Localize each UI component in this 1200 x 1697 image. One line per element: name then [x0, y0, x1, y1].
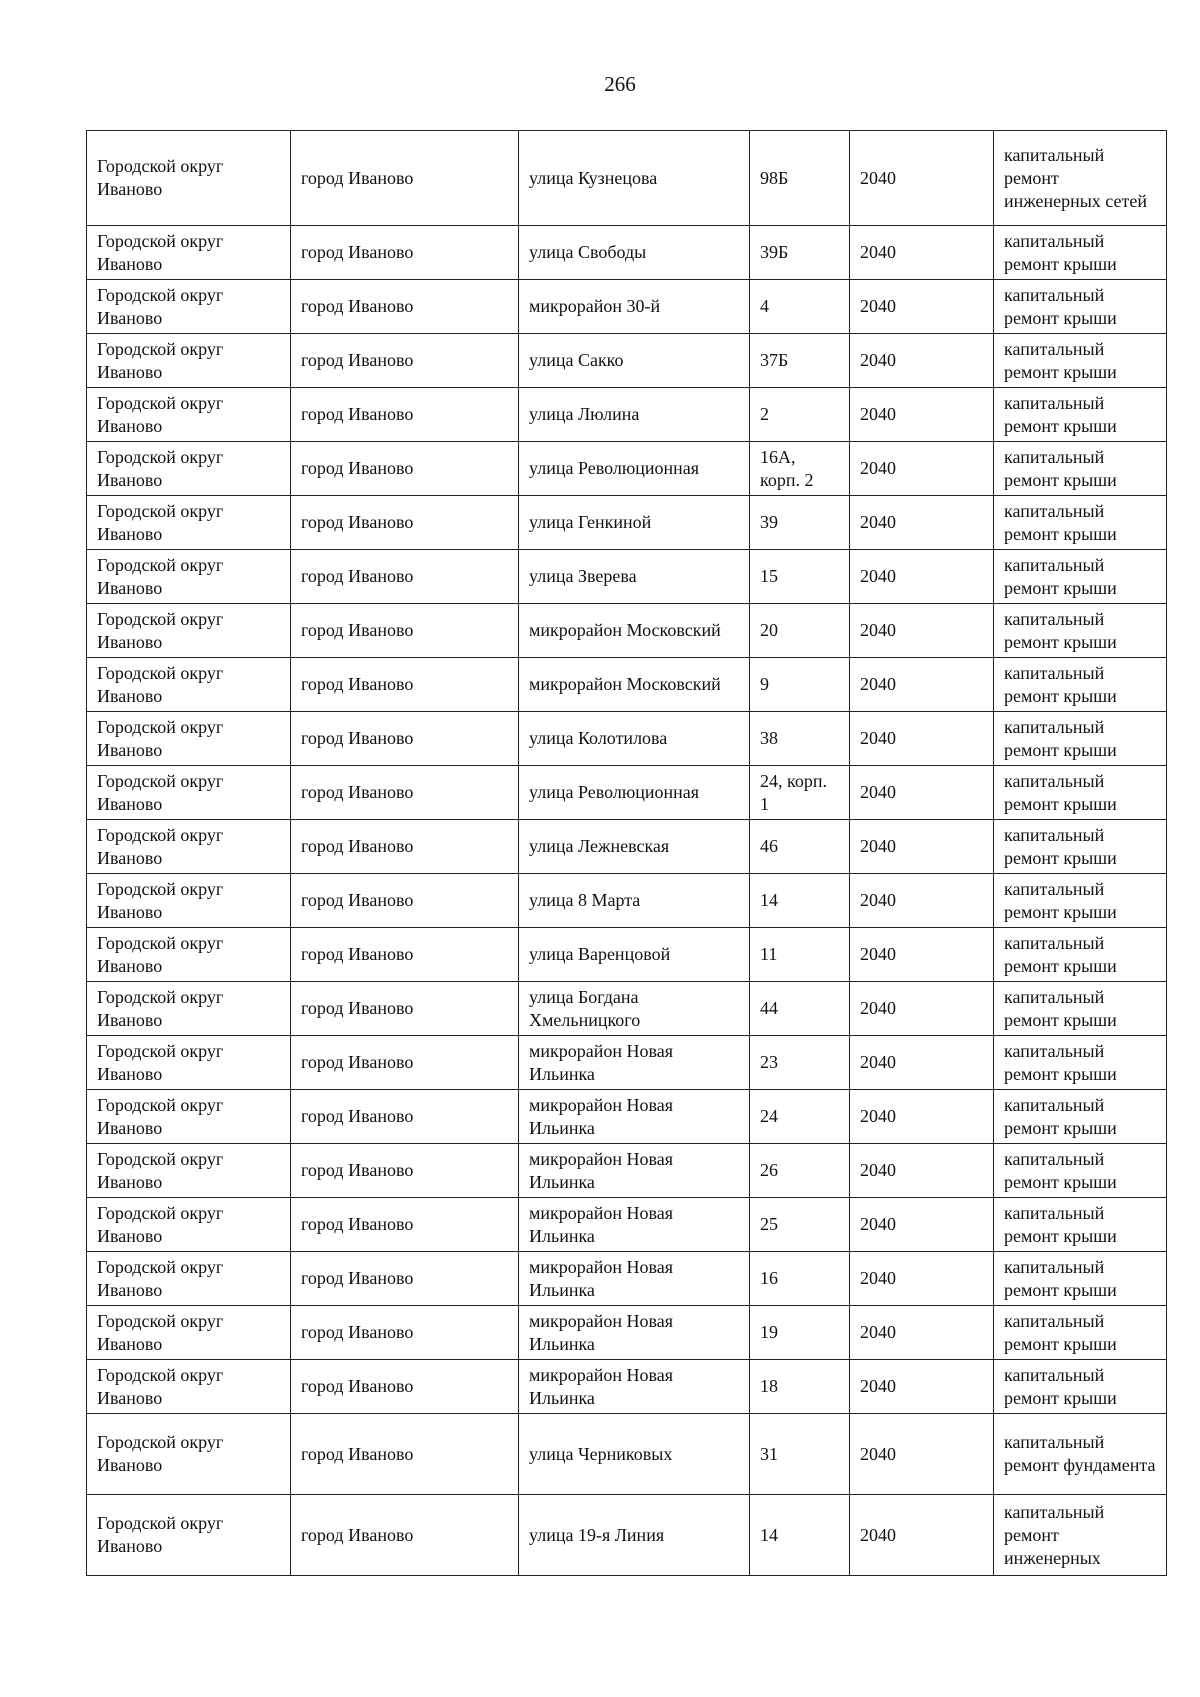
- year-cell: 2040: [850, 982, 994, 1036]
- table-row: [87, 226, 1167, 280]
- settlement-cell: город Иваново: [291, 982, 519, 1036]
- settlement-cell: город Иваново: [291, 1252, 519, 1306]
- house-number-cell: 26: [750, 1144, 850, 1198]
- district-cell: Городской округ Иваново: [87, 1252, 291, 1306]
- work-type-cell: капитальный ремонт крыши: [994, 280, 1167, 334]
- street-cell: микрорайон 30-й: [519, 280, 750, 334]
- street-cell: улица Зверева: [519, 550, 750, 604]
- work-type-cell: капитальный ремонт инженерных сетей: [994, 131, 1167, 226]
- street-cell: улица Богдана Хмельницкого: [519, 982, 750, 1036]
- table-row: [87, 982, 1167, 1036]
- work-type-cell: капитальный ремонт крыши: [994, 442, 1167, 496]
- house-number-cell: 39Б: [750, 226, 850, 280]
- work-type-cell: капитальный ремонт крыши: [994, 1090, 1167, 1144]
- year-cell: 2040: [850, 442, 994, 496]
- district-cell: Городской округ Иваново: [87, 442, 291, 496]
- street-cell: микрорайон Новая Ильинка: [519, 1144, 750, 1198]
- house-number-cell: 15: [750, 550, 850, 604]
- work-type-cell: капитальный ремонт крыши: [994, 820, 1167, 874]
- house-number-cell: 38: [750, 712, 850, 766]
- district-cell: Городской округ Иваново: [87, 1090, 291, 1144]
- district-cell: Городской округ Иваново: [87, 1198, 291, 1252]
- house-number-cell: 19: [750, 1306, 850, 1360]
- settlement-cell: город Иваново: [291, 131, 519, 226]
- table-row: [87, 604, 1167, 658]
- year-cell: 2040: [850, 226, 994, 280]
- table-row: [87, 766, 1167, 820]
- year-cell: 2040: [850, 1090, 994, 1144]
- work-type-cell: капитальный ремонт крыши: [994, 1198, 1167, 1252]
- table-row: [87, 1198, 1167, 1252]
- table-row: [87, 1036, 1167, 1090]
- house-number-cell: 20: [750, 604, 850, 658]
- work-type-cell: капитальный ремонт крыши: [994, 928, 1167, 982]
- year-cell: 2040: [850, 766, 994, 820]
- work-type-cell: капитальный ремонт фундамента: [994, 1414, 1167, 1495]
- district-cell: Городской округ Иваново: [87, 131, 291, 226]
- settlement-cell: город Иваново: [291, 496, 519, 550]
- house-number-cell: 23: [750, 1036, 850, 1090]
- settlement-cell: город Иваново: [291, 1090, 519, 1144]
- settlement-cell: город Иваново: [291, 334, 519, 388]
- settlement-cell: город Иваново: [291, 874, 519, 928]
- table-row: [87, 334, 1167, 388]
- settlement-cell: город Иваново: [291, 766, 519, 820]
- year-cell: 2040: [850, 280, 994, 334]
- district-cell: Городской округ Иваново: [87, 658, 291, 712]
- district-cell: Городской округ Иваново: [87, 766, 291, 820]
- house-number-cell: 16: [750, 1252, 850, 1306]
- work-type-cell: капитальный ремонт крыши: [994, 874, 1167, 928]
- district-cell: Городской округ Иваново: [87, 1144, 291, 1198]
- year-cell: 2040: [850, 820, 994, 874]
- street-cell: улица 8 Марта: [519, 874, 750, 928]
- street-cell: микрорайон Московский: [519, 658, 750, 712]
- work-type-cell: капитальный ремонт крыши: [994, 496, 1167, 550]
- house-number-cell: 44: [750, 982, 850, 1036]
- year-cell: 2040: [850, 388, 994, 442]
- work-type-cell: капитальный ремонт крыши: [994, 1306, 1167, 1360]
- work-type-cell: капитальный ремонт крыши: [994, 226, 1167, 280]
- house-number-cell: 24, корп. 1: [750, 766, 850, 820]
- table-row: [87, 496, 1167, 550]
- work-type-cell: капитальный ремонт крыши: [994, 1036, 1167, 1090]
- work-type-cell: капитальный ремонт крыши: [994, 388, 1167, 442]
- street-cell: микрорайон Новая Ильинка: [519, 1198, 750, 1252]
- district-cell: Городской округ Иваново: [87, 820, 291, 874]
- district-cell: Городской округ Иваново: [87, 874, 291, 928]
- district-cell: Городской округ Иваново: [87, 334, 291, 388]
- year-cell: 2040: [850, 928, 994, 982]
- street-cell: улица Люлина: [519, 388, 750, 442]
- street-cell: улица Революционная: [519, 766, 750, 820]
- street-cell: микрорайон Новая Ильинка: [519, 1306, 750, 1360]
- house-number-cell: 46: [750, 820, 850, 874]
- table-row: [87, 550, 1167, 604]
- street-cell: улица Революционная: [519, 442, 750, 496]
- work-type-cell: капитальный ремонт инженерных: [994, 1495, 1167, 1576]
- house-number-cell: 4: [750, 280, 850, 334]
- house-number-cell: 14: [750, 1495, 850, 1576]
- house-number-cell: 39: [750, 496, 850, 550]
- year-cell: 2040: [850, 1252, 994, 1306]
- settlement-cell: город Иваново: [291, 280, 519, 334]
- settlement-cell: город Иваново: [291, 1144, 519, 1198]
- district-cell: Городской округ Иваново: [87, 1495, 291, 1576]
- work-type-cell: капитальный ремонт крыши: [994, 1144, 1167, 1198]
- year-cell: 2040: [850, 334, 994, 388]
- year-cell: 2040: [850, 496, 994, 550]
- house-number-cell: 98Б: [750, 131, 850, 226]
- settlement-cell: город Иваново: [291, 388, 519, 442]
- house-number-cell: 14: [750, 874, 850, 928]
- district-cell: Городской округ Иваново: [87, 550, 291, 604]
- table-body: [87, 131, 1167, 1576]
- street-cell: улица Генкиной: [519, 496, 750, 550]
- settlement-cell: город Иваново: [291, 1306, 519, 1360]
- district-cell: Городской округ Иваново: [87, 496, 291, 550]
- street-cell: микрорайон Московский: [519, 604, 750, 658]
- settlement-cell: город Иваново: [291, 1414, 519, 1495]
- year-cell: 2040: [850, 874, 994, 928]
- work-type-cell: капитальный ремонт крыши: [994, 712, 1167, 766]
- house-number-cell: 24: [750, 1090, 850, 1144]
- table-row: [87, 874, 1167, 928]
- settlement-cell: город Иваново: [291, 550, 519, 604]
- table-row: [87, 1414, 1167, 1495]
- settlement-cell: город Иваново: [291, 604, 519, 658]
- year-cell: 2040: [850, 1144, 994, 1198]
- district-cell: Городской округ Иваново: [87, 1360, 291, 1414]
- housing-repair-table: [86, 130, 1167, 1576]
- street-cell: микрорайон Новая Ильинка: [519, 1252, 750, 1306]
- table-row: [87, 1495, 1167, 1576]
- street-cell: улица Лежневская: [519, 820, 750, 874]
- street-cell: улица Кузнецова: [519, 131, 750, 226]
- settlement-cell: город Иваново: [291, 1360, 519, 1414]
- street-cell: улица Свободы: [519, 226, 750, 280]
- table-row: [87, 658, 1167, 712]
- street-cell: улица Варенцовой: [519, 928, 750, 982]
- table-row: [87, 1090, 1167, 1144]
- year-cell: 2040: [850, 1495, 994, 1576]
- table-row: [87, 1144, 1167, 1198]
- house-number-cell: 25: [750, 1198, 850, 1252]
- settlement-cell: город Иваново: [291, 820, 519, 874]
- settlement-cell: город Иваново: [291, 1495, 519, 1576]
- table-row: [87, 280, 1167, 334]
- district-cell: Городской округ Иваново: [87, 928, 291, 982]
- work-type-cell: капитальный ремонт крыши: [994, 1252, 1167, 1306]
- year-cell: 2040: [850, 1036, 994, 1090]
- house-number-cell: 37Б: [750, 334, 850, 388]
- year-cell: 2040: [850, 1198, 994, 1252]
- year-cell: 2040: [850, 550, 994, 604]
- street-cell: улица 19-я Линия: [519, 1495, 750, 1576]
- house-number-cell: 18: [750, 1360, 850, 1414]
- street-cell: микрорайон Новая Ильинка: [519, 1036, 750, 1090]
- settlement-cell: город Иваново: [291, 928, 519, 982]
- year-cell: 2040: [850, 604, 994, 658]
- settlement-cell: город Иваново: [291, 712, 519, 766]
- house-number-cell: 16А, корп. 2: [750, 442, 850, 496]
- street-cell: улица Черниковых: [519, 1414, 750, 1495]
- table-row: [87, 820, 1167, 874]
- district-cell: Городской округ Иваново: [87, 280, 291, 334]
- street-cell: микрорайон Новая Ильинка: [519, 1360, 750, 1414]
- work-type-cell: капитальный ремонт крыши: [994, 334, 1167, 388]
- table-row: [87, 131, 1167, 226]
- year-cell: 2040: [850, 131, 994, 226]
- district-cell: Городской округ Иваново: [87, 226, 291, 280]
- street-cell: микрорайон Новая Ильинка: [519, 1090, 750, 1144]
- table-row: [87, 712, 1167, 766]
- table-row: [87, 1306, 1167, 1360]
- district-cell: Городской округ Иваново: [87, 1414, 291, 1495]
- house-number-cell: 2: [750, 388, 850, 442]
- house-number-cell: 31: [750, 1414, 850, 1495]
- table-row: [87, 442, 1167, 496]
- settlement-cell: город Иваново: [291, 226, 519, 280]
- work-type-cell: капитальный ремонт крыши: [994, 604, 1167, 658]
- work-type-cell: капитальный ремонт крыши: [994, 658, 1167, 712]
- settlement-cell: город Иваново: [291, 1036, 519, 1090]
- table-row: [87, 1360, 1167, 1414]
- work-type-cell: капитальный ремонт крыши: [994, 550, 1167, 604]
- year-cell: 2040: [850, 1414, 994, 1495]
- work-type-cell: капитальный ремонт крыши: [994, 766, 1167, 820]
- table-row: [87, 928, 1167, 982]
- district-cell: Городской округ Иваново: [87, 982, 291, 1036]
- settlement-cell: город Иваново: [291, 1198, 519, 1252]
- district-cell: Городской округ Иваново: [87, 604, 291, 658]
- year-cell: 2040: [850, 1306, 994, 1360]
- district-cell: Городской округ Иваново: [87, 1306, 291, 1360]
- work-type-cell: капитальный ремонт крыши: [994, 1360, 1167, 1414]
- district-cell: Городской округ Иваново: [87, 388, 291, 442]
- year-cell: 2040: [850, 1360, 994, 1414]
- settlement-cell: город Иваново: [291, 658, 519, 712]
- table-row: [87, 388, 1167, 442]
- work-type-cell: капитальный ремонт крыши: [994, 982, 1167, 1036]
- street-cell: улица Колотилова: [519, 712, 750, 766]
- table-row: [87, 1252, 1167, 1306]
- house-number-cell: 9: [750, 658, 850, 712]
- year-cell: 2040: [850, 658, 994, 712]
- district-cell: Городской округ Иваново: [87, 1036, 291, 1090]
- street-cell: улица Сакко: [519, 334, 750, 388]
- page-number: 266: [604, 72, 636, 96]
- year-cell: 2040: [850, 712, 994, 766]
- settlement-cell: город Иваново: [291, 442, 519, 496]
- district-cell: Городской округ Иваново: [87, 712, 291, 766]
- house-number-cell: 11: [750, 928, 850, 982]
